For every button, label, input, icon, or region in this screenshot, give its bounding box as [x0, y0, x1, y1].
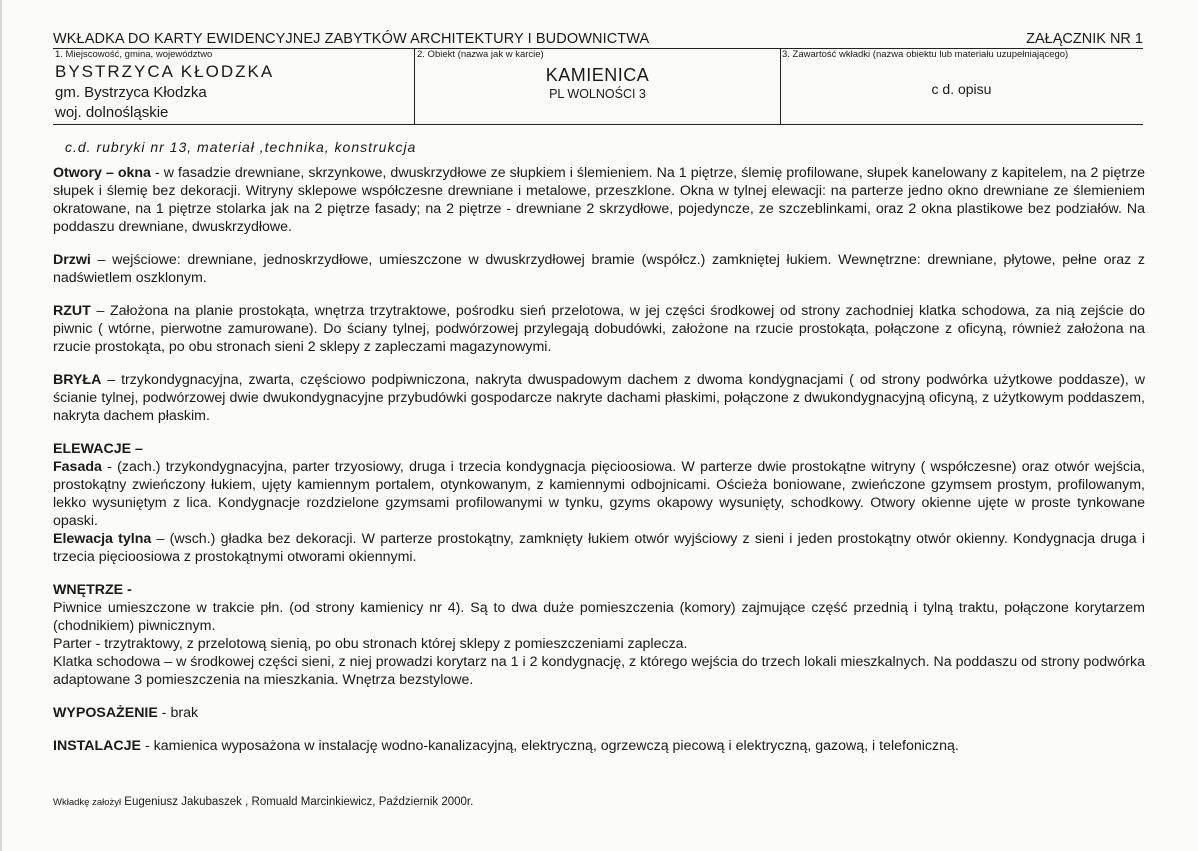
header-boxes: [53, 48, 1143, 125]
section-otwory-text: - w fasadzie drewniane, skrzynkowe, dwuskrzydłowe ze słupkiem i ślemieniem. Na 1 piętrze, ślemię profilowane, słupek kanelowany z kapitelem, na 2 piętrze słupek i ślemię bez dekoracji. Witryny sklepowe współczesne drewniane i metalowe, przeszklone. Okna w tylnej elewacji: na parterze jedno okno drewniane ze ślemieniem okratowane, na 1 piętrze stolarka jak na 2 piętrze fasady; na 2 piętrze - drewniane 2 skrzydłowe, pojedyncze, ze szczeblinkami, oraz 2 okna plastikowe bez podziałów. Na poddaszu drewniane, dwuskrzydłowe.: [53, 165, 1145, 235]
section-wyposazenie: [53, 704, 1145, 722]
fasada-head: Fasada: [53, 459, 102, 475]
object-box-label: 2. Obiekt (nazwa jak w karcie): [417, 49, 544, 60]
fasada-text: - (zach.) trzykondygnacyjna, parter trzyosiowy, druga i trzecia kondygnacja pięcioosiowa. W parterze dwie prostokątne witryny ( współczesne) oraz otwór wejścia, prostokątny zwieńczony łukiem, ujęty kamiennym portalem, otynkowanym, z kamiennymi odbojnicami. Ościeża boniowane, zwieńczone gzymsem prostym, profilowanym, lekko wysuniętym z lica. Kondygnacje rozdzielone gzymsami profilowanymi w tynku, gzyms okapowy wysunięty, schodkowy. Otwory okienne ujęte w proste tynkowane opaski.: [53, 459, 1145, 529]
form-title: WKŁADKA DO KARTY EWIDENCYJNEJ ZABYTKÓW ARCHITEKTURY I BUDOWNICTWA: [53, 31, 650, 47]
location-box: [53, 48, 414, 124]
wnetrze-klatka: Klatka schodowa – w środkowej części sieni, z niej prowadzi korytarz na 1 i 2 kondygnację, z którego wejścia do trzech lokali mieszkalnych. Na poddaszu od strony podwórka adaptowane 3 pomieszczenia na mieszkania. Wnętrza bezstylowe.: [53, 654, 1145, 688]
object-name: KAMIENICA: [545, 65, 650, 85]
author-names: Eugeniusz Jakubaszek , Romuald Marcinkiewicz, Październik 2000r.: [121, 796, 474, 808]
subtitle: c.d. rubryki nr 13, materiał ,technika, konstrukcja: [65, 139, 417, 155]
section-elewacje-head: ELEWACJE –: [53, 441, 143, 457]
section-instalacje-text: - kamienica wyposażona w instalację wodno-kanalizacyjną, elektryczną, ogrzewczą piecową i elektryczną, gazową, i telefoniczną.: [141, 738, 959, 754]
section-instalacje-head: INSTALACJE: [53, 738, 142, 754]
section-drzwi: [53, 251, 1145, 287]
gmina: gm. Bystrzyca Kłodzka: [55, 84, 207, 101]
object-box: [414, 48, 781, 124]
section-rzut-head: RZUT: [53, 303, 91, 319]
section-drzwi-text: – wejściowe: drewniane, jednoskrzydłowe, umieszczone w dwuskrzydłowej bramie (współcz.) zamkniętej łukiem. Wewnętrzne: drewniane, płytowe, pełne oraz z nadświetlem oszklonym.: [53, 252, 1145, 286]
elewacja-tylna-head: Elewacja tylna: [53, 531, 152, 547]
section-wyposazenie-head: WYPOSAŻENIE: [53, 705, 158, 721]
location-box-label: 1. Miejscowość, gmina, województwo: [55, 49, 213, 60]
content-box: [780, 48, 1143, 124]
section-wnetrze-head: WNĘTRZE -: [53, 582, 132, 598]
wnetrze-parter: Parter - trzytraktowy, z przelotową sienią, po obu stronach której sklepy z pomieszczeniami zaplecza.: [53, 636, 688, 652]
form-header: [53, 31, 1143, 49]
section-elewacje: [53, 440, 1145, 566]
document-body: [53, 138, 1145, 770]
section-otwory: [53, 164, 1145, 236]
section-rzut: [53, 302, 1145, 356]
elewacja-tylna-text: – (wsch.) gładka bez dekoracji. W parterze prostokątny, zamknięty łukiem otwór wyjściowy z sieni i jeden prostokątny otwór okienny. Kondygnacja druga i trzecia pięcioosiowa z prostokątnymi otworami okiennymi.: [53, 531, 1145, 565]
locality: BYSTRZYCA KŁODZKA: [55, 62, 275, 81]
annex-number: ZAŁĄCZNIK NR 1: [1026, 31, 1143, 47]
section-wnetrze: [53, 581, 1145, 689]
section-bryla: [53, 371, 1145, 425]
section-bryla-head: BRYŁA: [53, 372, 102, 388]
section-drzwi-head: Drzwi: [53, 252, 91, 268]
author-signature: [53, 796, 473, 808]
section-wyposazenie-text: - brak: [157, 705, 199, 721]
author-prefix: Wkładkę założył: [53, 797, 122, 808]
content-box-label: 3. Zawartość wkładki (nazwa obiektu lub materiału uzupełniającego): [782, 49, 1069, 60]
wnetrze-piwnice: Piwnice umieszczone w trakcie płn. (od strony kamienicy nr 4). Są to dwa duże pomieszczenia (komory) zajmujące część przednią i tylną traktu, połączone korytarzem (chodnikiem) piwnicznym.: [53, 600, 1145, 634]
section-rzut-text: – Założona na planie prostokąta, wnętrza trzytraktowe, pośrodku sień przelotowa, w jej części środkowej od strony zachodniej klatka schodowa, za nią zejście do piwnic ( wtórne, pierwotne zamurowane). Do ściany tylnej, podwórzowej przylegają dobudówki, założone na rzucie prostokąta, połączone z oficyną, również założona na rzucie prostokąta, po obu stronach sieni 2 sklepy z zapleczami magazynowymi.: [53, 303, 1145, 355]
section-bryla-text: – trzykondygnacyjna, zwarta, częściowo podpiwniczona, nakryta dwuspadowym dachem z dwoma kondygnacjami ( od strony podwórka użytkowe poddasze), w ścianie tylnej, podwórzowej dwie dwukondygnacyjne przybudówki gospodarcze nakryte dachami płaskimi, połączone z dwukondygnacyjną oficyną, z użytkowym poddaszem, nakryta dachem płaskim.: [53, 372, 1145, 424]
content-description: c d. opisu: [931, 81, 992, 97]
voivodeship: woj. dolnośląskie: [55, 104, 169, 121]
section-instalacje: [53, 737, 1145, 755]
section-otwory-head: Otwory – okna: [53, 165, 151, 181]
object-address: PL WOLNOŚCI 3: [549, 87, 646, 101]
